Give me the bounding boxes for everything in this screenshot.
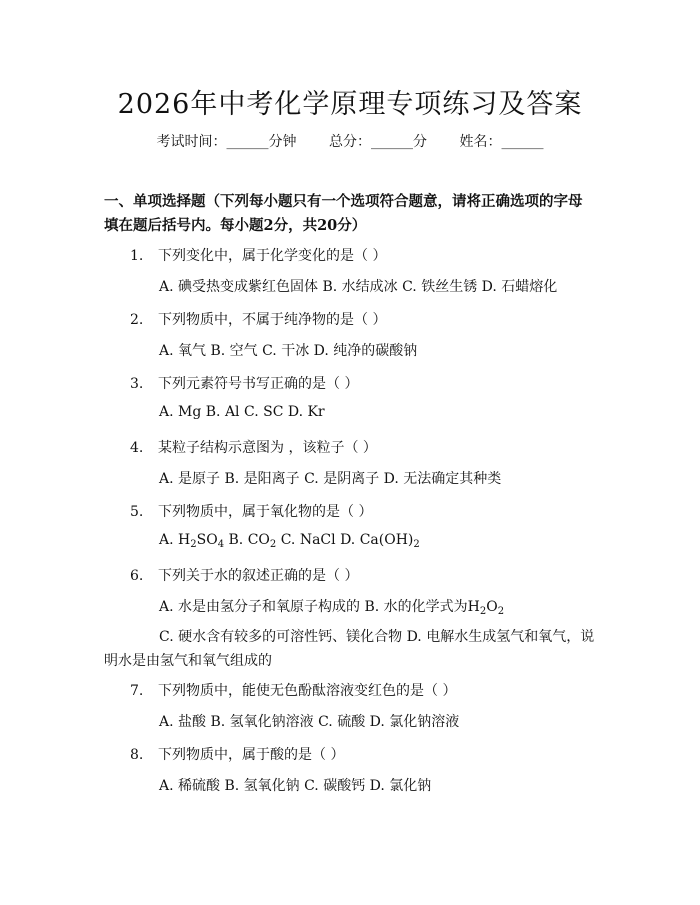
subscript: 2 [479,606,487,617]
question-6-options-ab [159,596,504,616]
question-3 [130,373,358,393]
question-4-options: A. 是原子 B. 是阳离子 C. 是阴离子 D. 无法确定其种类 [159,471,502,487]
question-8 [130,744,344,764]
subscript: 2 [190,539,197,550]
question-number: 4. [130,440,144,456]
question-number: 5. [130,504,144,520]
option-text: B. CO [224,532,270,548]
option-text: O [486,599,498,615]
question-5-options [159,532,420,548]
question-text: 下列元素符号书写正确的是（ ） [158,376,359,392]
question-number: 7. [130,683,144,699]
question-4 [130,437,377,457]
option-text: C. NaCl D. Ca(OH) [276,532,414,548]
option-text: A. H [159,532,191,548]
question-5 [130,501,372,521]
exam-info [0,131,700,151]
question-6-options-cd: C. 硬水含有较多的可溶性钙、镁化合物 D. 电解水生成氢气和氧气，说明水是由氢气和氧气组成的 [104,629,595,669]
subscript: 2 [269,539,277,550]
option-text: SO [196,532,218,548]
question-3-options: A. Mg B. Al C. SC D. Kr [159,404,325,420]
question-text: 下列关于水的叙述正确的是（ ） [158,568,359,584]
question-number: 6. [130,568,144,584]
question-number: 8. [130,747,144,763]
question-7-options: A. 盐酸 B. 氢氧化钠溶液 C. 硫酸 D. 氯化钠溶液 [159,714,460,730]
question-2-options: A. 氧气 B. 空气 C. 干冰 D. 纯净的碳酸钠 [159,343,418,359]
question-text: 某粒子结构示意图为 ，该粒子（ ） [158,440,377,456]
question-text: 下列物质中，能使无色酚酞溶液变红色的是（ ） [158,683,457,699]
question-8-options: A. 稀硫酸 B. 氢氧化钠 C. 碳酸钙 D. 氯化钠 [159,778,432,794]
student-name-field: 姓名：______ [459,134,544,150]
question-text: 下列物质中，属于氧化物的是（ ） [158,504,373,520]
question-number: 2. [130,312,144,328]
question-1-options: A. 碘受热变成紫红色固体 B. 水结成冰 C. 铁丝生锈 D. 石蜡熔化 [159,279,558,295]
question-text: 下列变化中，属于化学变化的是（ ） [158,248,387,264]
question-2 [130,309,386,329]
question-1 [130,245,386,265]
question-6 [130,565,358,585]
question-number: 1. [130,248,144,264]
subscript: 2 [413,539,420,550]
question-7 [130,680,456,700]
document-title: 2026年中考化学原理专项练习及答案 [117,89,583,120]
option-text: A. 水是由氢分子和氧原子构成的 B. 水的化学式为H [159,599,480,615]
section-heading: 一、单项选择题（下列每小题只有一个选项符合题意，请将正确选项的字母填在题后括号内。每小题2分，共20分） [104,193,583,234]
total-score-field: 总分：______分 [329,134,427,150]
subscript: 4 [217,539,225,550]
subscript: 2 [497,606,505,617]
question-text: 下列物质中，不属于纯净物的是（ ） [158,312,387,328]
exam-time-field: 考试时间：______分钟 [156,134,297,150]
question-text: 下列物质中，属于酸的是（ ） [158,747,345,763]
question-number: 3. [130,376,144,392]
